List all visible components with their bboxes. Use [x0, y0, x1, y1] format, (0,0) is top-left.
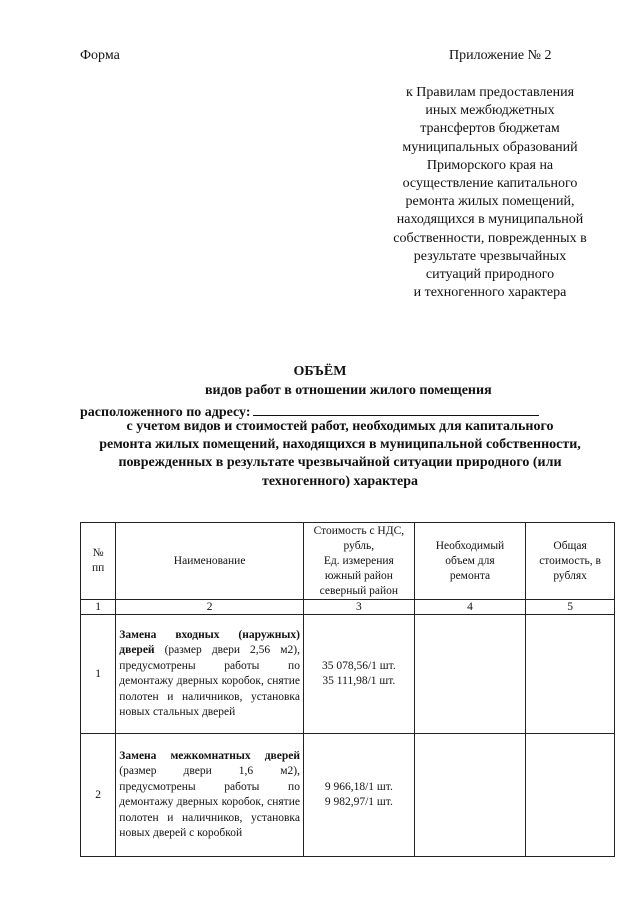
header-num-line: № — [92, 547, 104, 559]
row-name — [116, 734, 304, 857]
table-row — [81, 734, 615, 857]
index-cell: 3 — [303, 600, 414, 615]
header-volume-line: Необходимый — [435, 539, 505, 552]
index-cell: 2 — [116, 600, 304, 615]
row-cost — [303, 615, 414, 734]
row-total-cell[interactable] — [526, 615, 615, 734]
header-cost-line: северный район — [319, 584, 399, 597]
row-cost — [303, 734, 414, 857]
table-row — [81, 615, 615, 734]
rules-line: иных межбюджетных — [425, 103, 555, 119]
table-header-row — [81, 523, 615, 600]
row-name-rest: (размер двери 2,56 м2), предусмотрены работы по демонтажу дверных коробок, снятие полотен и наличников, установка новых стальных дверей — [119, 644, 300, 718]
header-volume-line: ремонта — [449, 569, 491, 582]
header-cost-line: Стоимость с НДС, — [313, 524, 405, 537]
index-cell: 4 — [414, 600, 525, 615]
description-line: ремонта жилых помещений, находящихся в муниципальной собственности, — [99, 437, 581, 453]
header-total-line: рублях — [553, 569, 587, 582]
rules-line: осуществление капитального — [402, 176, 578, 192]
rules-line: трансфертов бюджетам — [420, 121, 560, 137]
rules-line: и техногенного характера — [413, 285, 567, 301]
header-cost-line: южный район — [324, 569, 393, 582]
row-num: 2 — [81, 734, 116, 857]
rules-line: результате чрезвычайных — [413, 248, 567, 264]
header-total-line: Общая — [553, 539, 587, 552]
header-total — [526, 523, 615, 600]
description-line: техногенного) характера — [261, 473, 419, 489]
rules-line: ремонта жилых помещений, — [405, 194, 575, 210]
rules-line: находящихся в муниципальной — [396, 212, 584, 228]
rules-line: к Правилам предоставления — [405, 85, 575, 100]
cost-south: 35 078,56/1 шт. — [321, 660, 396, 672]
row-volume-cell[interactable] — [414, 734, 525, 857]
row-name-rest: (размер двери 1,6 м2), предусмотрены работы по демонтажу дверных коробок, снятие полотен и наличников, установка новых дверей с коробкой — [119, 765, 300, 839]
cost-north: 35 111,98/1 шт. — [322, 675, 396, 687]
cost-north: 9 982,97/1 шт. — [324, 796, 393, 808]
header-cost-line: рубль, — [343, 539, 375, 552]
appendix-label: Приложение № 2 — [449, 48, 552, 63]
document-subtitle: видов работ в отношении жилого помещения — [205, 383, 492, 398]
address-blank[interactable] — [253, 401, 539, 416]
header-cost-line: Ед. измерения — [323, 554, 394, 567]
rules-line: Приморского края на — [426, 157, 554, 173]
cost-south: 9 966,18/1 шт. — [324, 781, 393, 793]
row-name — [116, 615, 304, 734]
header-name: Наименование — [116, 523, 304, 600]
description-line: поврежденных в результате чрезвычайной ситуации природного (или — [118, 455, 562, 471]
row-num: 1 — [81, 615, 116, 734]
header-volume — [414, 523, 525, 600]
index-cell: 5 — [526, 600, 615, 615]
document-title: ОБЪЁМ — [293, 364, 347, 379]
form-label: Форма — [80, 48, 120, 63]
rules-reference — [365, 84, 615, 302]
header-cost — [303, 523, 414, 600]
header-num — [81, 523, 116, 600]
rules-line: муниципальных образований — [402, 139, 578, 155]
row-volume-cell[interactable] — [414, 615, 525, 734]
index-cell: 1 — [81, 600, 116, 615]
row-total-cell[interactable] — [526, 734, 615, 857]
table-index-row — [81, 600, 615, 615]
document-description — [70, 418, 610, 491]
works-table — [80, 522, 615, 857]
address-label: расположенного по адресу: — [80, 405, 251, 420]
header-total-line: стоимость, в — [539, 554, 601, 567]
row-name-bold: Замена межкомнатных дверей — [119, 749, 300, 762]
header-volume-line: объем для — [445, 554, 495, 567]
header-num-line: пп — [91, 562, 105, 574]
rules-line: собственности, поврежденных в — [393, 230, 587, 246]
rules-line: ситуаций природного — [425, 267, 555, 283]
row-name-bold: Замена входных (наружных) дверей — [119, 628, 300, 656]
description-line: с учетом видов и стоимостей работ, необходимых для капитального — [126, 419, 554, 434]
